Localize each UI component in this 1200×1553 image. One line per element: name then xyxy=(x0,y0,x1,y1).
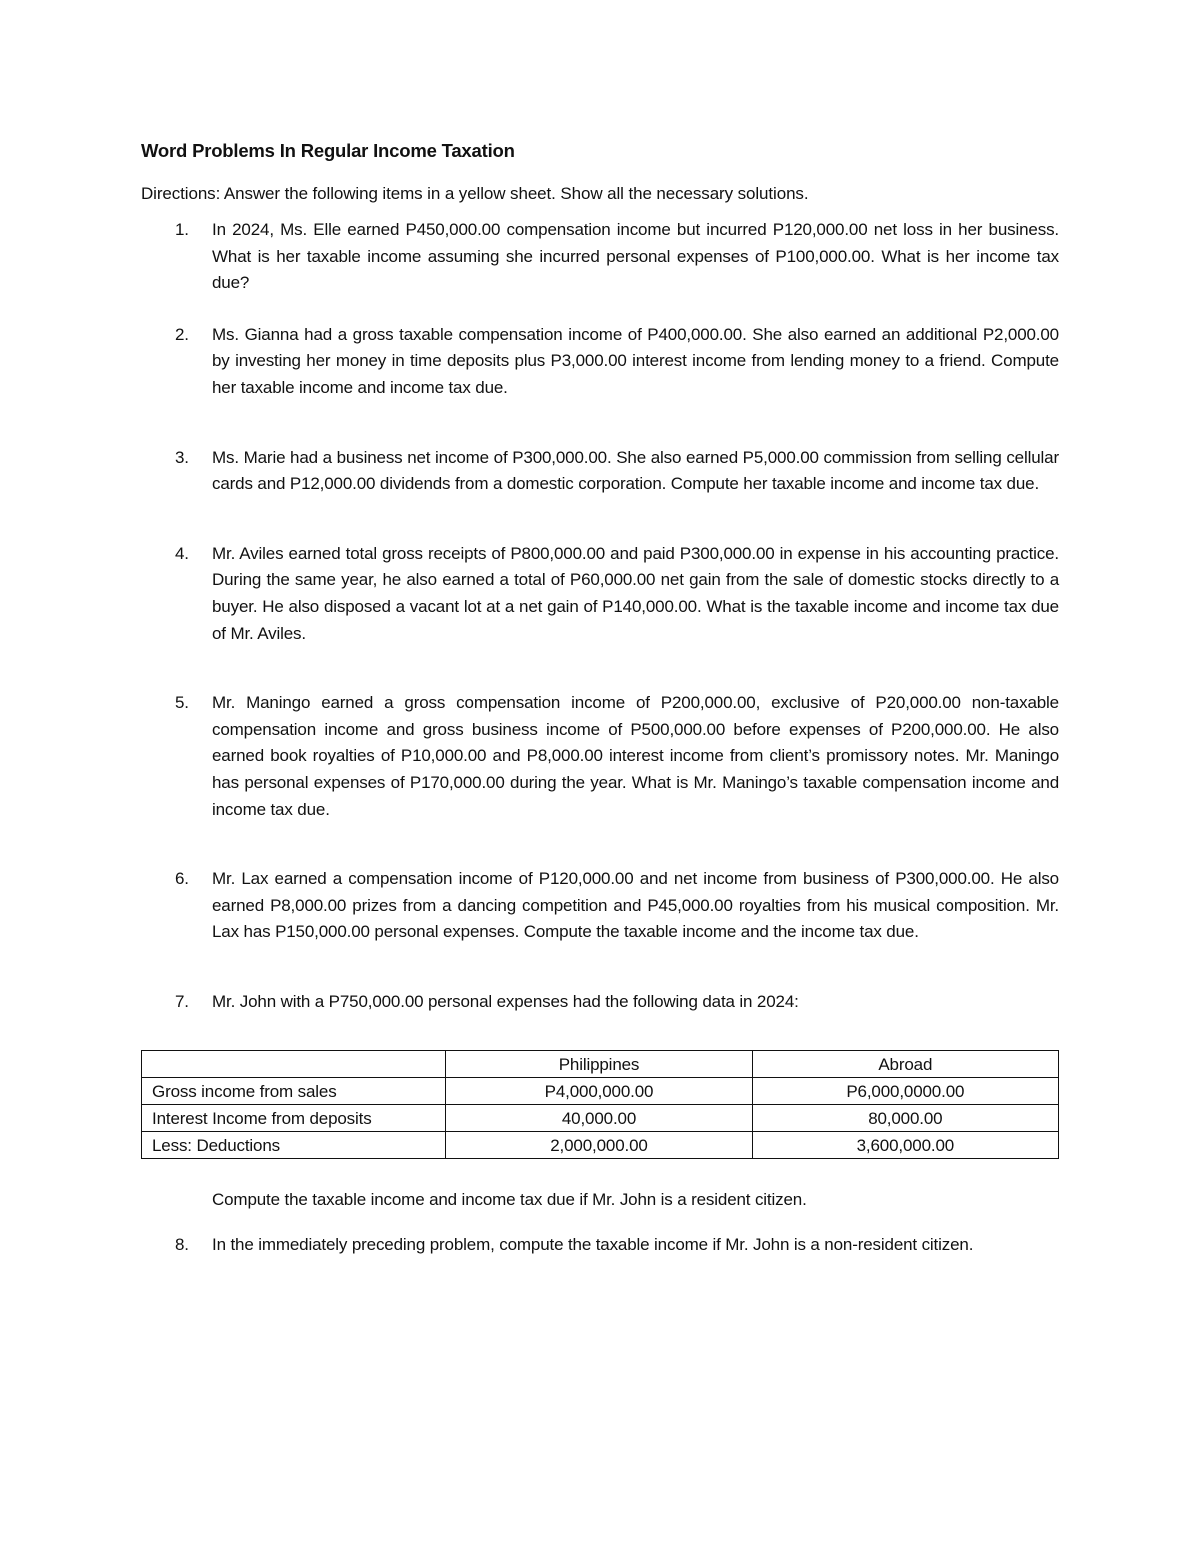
problem-item-1 xyxy=(141,217,1059,297)
problem-text: In the immediately preceding problem, compute the taxable income if Mr. John is a non-resident citizen. xyxy=(212,1235,974,1255)
problem-item-3 xyxy=(141,445,1059,498)
problem-item-5 xyxy=(141,690,1059,823)
table-header-cell xyxy=(142,1051,446,1078)
problem-number: 2. xyxy=(175,324,189,344)
table-header-row xyxy=(142,1051,1059,1078)
table-cell: P6,000,0000.00 xyxy=(752,1078,1058,1105)
table-row xyxy=(142,1132,1059,1159)
table-cell: 80,000.00 xyxy=(752,1105,1058,1132)
compute-note: Compute the taxable income and income tax due if Mr. John is a resident citizen. xyxy=(212,1190,807,1210)
problem-text: Ms. Gianna had a gross taxable compensation income of P400,000.00. She also earned an additional P2,000.00 by investing her money in time deposits plus P3,000.00 interest income from lending money to a friend. Compute her taxable income and income tax due. xyxy=(212,324,1059,397)
problem-text: Mr. John with a P750,000.00 personal expenses had the following data in 2024: xyxy=(212,991,799,1011)
problem-item-6 xyxy=(141,866,1059,946)
table-row xyxy=(142,1078,1059,1105)
problem-text: Ms. Marie had a business net income of P300,000.00. She also earned P5,000.00 commission from selling cellular cards and P12,000.00 dividends from a domestic corporation. Compute her taxable income and income tax due. xyxy=(212,447,1059,494)
table-cell: Less: Deductions xyxy=(142,1132,446,1159)
problem-list xyxy=(141,217,1059,1015)
table-cell: 40,000.00 xyxy=(446,1105,752,1132)
problem-number: 7. xyxy=(175,991,189,1011)
problem-item-2 xyxy=(141,322,1059,402)
problem-text: In 2024, Ms. Elle earned P450,000.00 compensation income but incurred P120,000.00 net loss in her business. What is her taxable income assuming she incurred personal expenses of P100,000.00. What is her income tax due? xyxy=(212,220,1059,293)
problem-number: 3. xyxy=(175,447,189,467)
table-cell: Interest Income from deposits xyxy=(142,1105,446,1132)
table-cell: Gross income from sales xyxy=(142,1078,446,1105)
table-cell: P4,000,000.00 xyxy=(446,1078,752,1105)
table-header-cell: Philippines xyxy=(446,1051,752,1078)
table-cell: 3,600,000.00 xyxy=(752,1132,1058,1159)
problem-item-7 xyxy=(141,989,1059,1016)
problem-number: 6. xyxy=(175,869,189,889)
problem-text: Mr. Maningo earned a gross compensation income of P200,000.00, exclusive of P20,000.00 non-taxable compensation income and gross business income of P500,000.00 before expenses of P200,000.00. He also earned book royalties of P10,000.00 and P8,000.00 interest income from client’s promissory notes. Mr. Maningo has personal expenses of P170,000.00 during the year. What is Mr. Maningo’s taxable compensation income and income tax due. xyxy=(212,693,1059,819)
document-title: Word Problems In Regular Income Taxation xyxy=(141,140,515,161)
directions-text: Directions: Answer the following items in a yellow sheet. Show all the necessary solutions. xyxy=(141,184,809,203)
problem-text: Mr. Aviles earned total gross receipts of P800,000.00 and paid P300,000.00 in expense in his accounting practice. During the same year, he also earned a total of P60,000.00 net gain from the sale of domestic stocks directly to a buyer. He also disposed a vacant lot at a net gain of P140,000.00. What is the taxable income and income tax due of Mr. Aviles. xyxy=(212,543,1059,643)
table-row xyxy=(142,1105,1059,1132)
problem-number: 4. xyxy=(175,543,189,563)
table-header-cell: Abroad xyxy=(752,1051,1058,1078)
table-cell: 2,000,000.00 xyxy=(446,1132,752,1159)
document-page xyxy=(141,140,1059,1259)
problem-text: Mr. Lax earned a compensation income of P120,000.00 and net income from business of P300,000.00. He also earned P8,000.00 prizes from a dancing competition and P45,000.00 royalties from his musical composition. Mr. Lax has P150,000.00 personal expenses. Compute the taxable income and the income tax due. xyxy=(212,869,1059,942)
problem-item-8 xyxy=(141,1232,1059,1259)
problem-number: 5. xyxy=(175,693,189,713)
problem-item-4 xyxy=(141,541,1059,647)
problem-number: 1. xyxy=(175,220,189,239)
income-data-table xyxy=(141,1050,1059,1159)
problem-number: 8. xyxy=(175,1235,189,1255)
